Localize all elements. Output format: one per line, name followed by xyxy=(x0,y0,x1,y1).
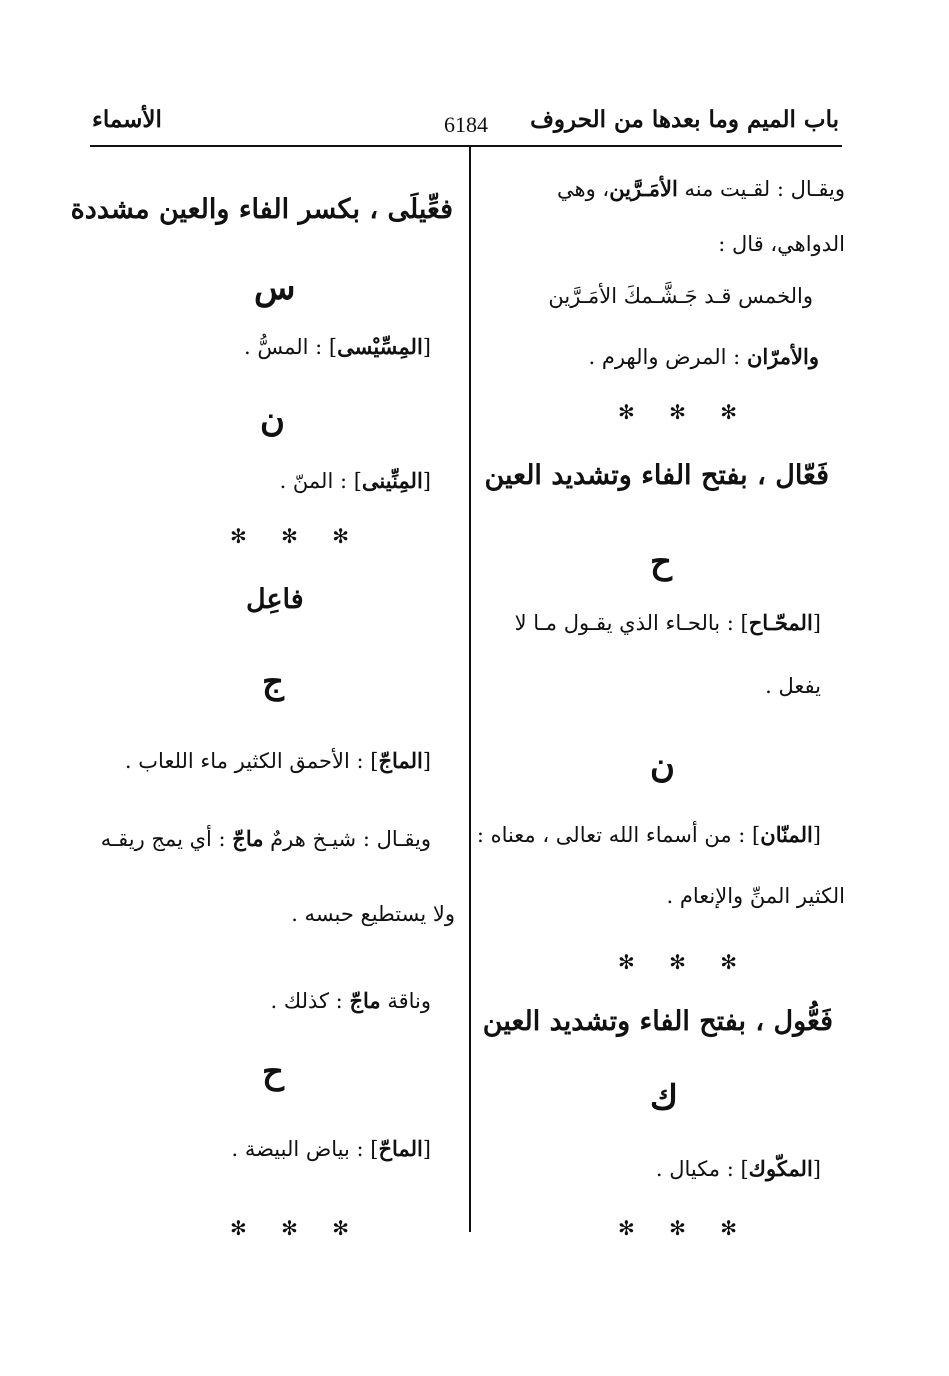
section-separator: ✻ ✻ ✻ xyxy=(618,1216,751,1240)
letter-heading: ح xyxy=(262,1052,284,1092)
header-rule xyxy=(90,145,842,147)
section-heading: فَعُّول ، بفتح الفاء وتشديد العين xyxy=(482,1006,833,1037)
entry-line xyxy=(125,748,431,773)
headword: المِسِّيْسى xyxy=(337,334,423,359)
verse-line: والخمس قـد جَـشَّـمكَ الأمَـرَّين xyxy=(548,284,813,308)
section-heading: فاعِل xyxy=(246,584,304,615)
headword: الأمَـرَّين xyxy=(609,176,678,201)
text-line: يفعل . xyxy=(765,674,821,698)
headword: المِنِّينى xyxy=(361,468,423,493)
text-span: ] : من أسماء الله تعالى ، معناه : xyxy=(476,823,761,847)
text-span: : المرض والهرم . xyxy=(588,345,741,369)
text-span: ] : بياض البيضة . xyxy=(231,1137,379,1161)
text-span: ويقـال : شيـخ هرمٌ xyxy=(263,827,431,851)
headword: والأمرّان xyxy=(746,344,819,369)
text-span: ، وهي xyxy=(557,177,610,201)
headword: الماحّ xyxy=(378,1136,423,1161)
running-header-chapter: باب الميم وما بعدها من الحروف xyxy=(530,106,839,133)
entry-line xyxy=(515,610,821,635)
text-span: : أي يمج ريقـه xyxy=(100,827,233,851)
column-divider xyxy=(469,146,471,1232)
section-separator: ✻ ✻ ✻ xyxy=(230,1216,363,1240)
text-span: ويقـال : لقـيت منه xyxy=(677,177,845,201)
entry-line xyxy=(231,1136,431,1161)
text-line: ولا يستطيع حبسه . xyxy=(291,902,455,926)
bracket: [ xyxy=(422,749,431,773)
section-separator: ✻ ✻ ✻ xyxy=(618,400,751,424)
entry-line xyxy=(244,334,431,359)
text-span: ] : الأحمق الكثير ماء اللعاب . xyxy=(124,749,379,773)
letter-heading: ن xyxy=(650,746,675,786)
letter-heading: ح xyxy=(650,542,672,582)
headword: المنّان xyxy=(760,822,813,847)
text-line: الكثير المنِّ والإنعام . xyxy=(666,884,845,908)
headword: المحّـاح xyxy=(748,610,813,635)
entry-line xyxy=(656,1156,821,1181)
bracket: [ xyxy=(812,1157,821,1181)
headword: المكّوك xyxy=(748,1156,813,1181)
letter-heading: ك xyxy=(650,1078,679,1118)
page-number: 6184 xyxy=(444,112,488,137)
bracket: [ xyxy=(422,1137,431,1161)
text-span: ] : بالحـاء الذي يقـول مـا لا xyxy=(514,611,749,635)
letter-heading: س xyxy=(254,268,296,308)
section-separator: ✻ ✻ ✻ xyxy=(230,524,363,548)
bracket: [ xyxy=(422,469,431,493)
text-line xyxy=(271,988,431,1013)
section-separator: ✻ ✻ ✻ xyxy=(618,950,751,974)
headword: ماجّ xyxy=(232,826,264,851)
text-line xyxy=(557,176,845,201)
text-line xyxy=(101,826,431,851)
section-heading: فعِّيلَى ، بكسر الفاء والعين مشددة xyxy=(70,194,453,225)
text-span: : كذلك . xyxy=(270,989,350,1013)
text-line xyxy=(588,344,819,369)
section-heading: فَعّال ، بفتح الفاء وتشديد العين xyxy=(484,460,829,491)
text-span: وناقة xyxy=(380,989,431,1013)
text-line: الدواهي، قال : xyxy=(718,232,845,256)
entry-line xyxy=(280,468,431,493)
headword: ماجّ xyxy=(349,988,381,1013)
letter-heading: ج xyxy=(262,662,284,702)
entry-line xyxy=(477,822,821,847)
bracket: [ xyxy=(812,823,821,847)
text-span: ] : المنّ . xyxy=(279,469,362,493)
headword: الماجّ xyxy=(378,748,423,773)
text-span: ] : المسُّ . xyxy=(243,335,338,359)
running-header-section: الأسماء xyxy=(92,106,162,133)
text-span: ] : مكيال . xyxy=(655,1157,749,1181)
bracket: [ xyxy=(812,611,821,635)
bracket: [ xyxy=(422,335,431,359)
letter-heading: ن xyxy=(260,400,285,440)
